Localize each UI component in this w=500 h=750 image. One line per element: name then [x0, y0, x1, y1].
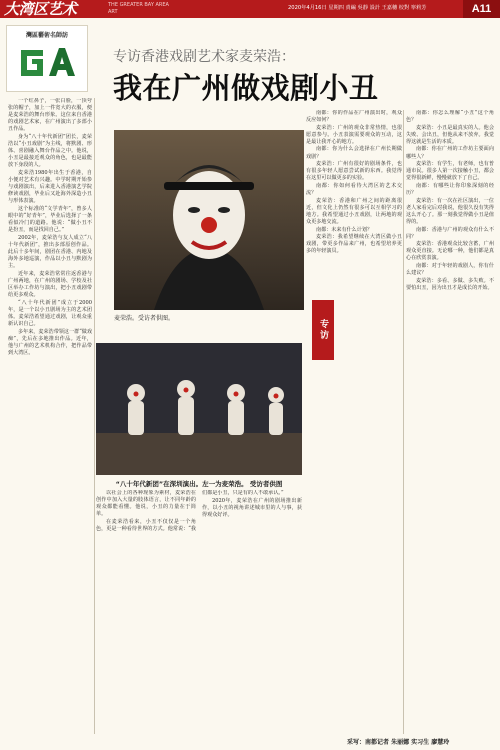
paragraph: 麦荣浩1980年出生于香港，自小便对艺术有兴趣。中学时期开始参与戏剧演出，后来进入香港演艺学院修读戏剧，毕业后又赴海外深造小丑与形体表演。	[8, 169, 92, 205]
performance-photo	[96, 343, 302, 475]
paragraph: 近年来，麦荣浩常常往返香港与广州两地，在广州的剧场、学校及社区举办工作坊与演出，把小丑戏剧带给更多观众。	[8, 270, 92, 299]
paragraph: 麦荣浩：我希望继续在大湾区做小丑戏剧，带更多作品来广州，也希望培养更多的年轻演员。	[306, 234, 402, 255]
paragraph: 麦荣浩：有一次在社区演出，一位老人家看完后对我说，他很久没有笑得这么开心了。那一刻我觉得做小丑是值得的。	[406, 197, 494, 225]
paragraph: 南都：你如何看待大湾区的艺术交流？	[306, 182, 402, 197]
photo-caption: 麦荣浩。受访者供图。	[114, 315, 175, 322]
paragraph: 2002年，麦荣浩与友人成立“八十年代新团”，推出多部原创作品。此后十多年间，剧团在香港、内地及海外多地巡演，作品以小丑与默剧为主。	[8, 234, 92, 270]
paragraph: 麦荣浩：有学生，有老师，也有普通市民。很多人第一次接触小丑，都会觉得很新鲜，慢慢就放下了自己。	[406, 161, 494, 182]
ga-logo-icon	[15, 42, 79, 82]
paragraph: 这个标准的“文学青年”，曾多人眼中的“好青年”，毕业后选择了一条看似冷门的道路。他说：“做小丑不是扮丑，而是找回自己。”	[8, 205, 92, 234]
paragraph: 2020年，麦荣浩在广州的剧场推出新作，以小丑的视角讲述城市里的人与事，获得观众好评。	[202, 497, 302, 518]
article-headline: 我在广州做戏剧小丑	[113, 71, 379, 105]
header-info: 2020年4月16日 星期四 責編 吳靜 設計 王嘉穗 校對 寧莉芳	[288, 5, 427, 11]
stage-performance-image	[96, 343, 302, 475]
paragraph: 南都：你的作品在广州演出时，观众反应如何？	[306, 110, 402, 124]
masthead: 大湾区艺术	[4, 0, 77, 18]
paragraph: 以社会上的各种现象为素材，麦荣浩在创作中加入大量的肢体语言，让不同年龄的观众都能看懂。他说，小丑的力量在于简单。	[96, 490, 196, 518]
column-divider	[403, 110, 404, 734]
paragraph: 南都：你在广州的工作坊主要面向哪些人？	[406, 146, 494, 160]
column-logo	[6, 25, 88, 92]
paragraph: 麦荣浩：广州的观众非常热情，也很愿意参与。小丑表演需要观众的互动，这是最让我开心的地方。	[306, 124, 402, 145]
logo-caption: 灣區藝術名師訪	[25, 32, 68, 39]
paragraph: 南都：有哪些让你印象深刻的经历？	[406, 182, 494, 197]
paragraph: 在麦荣浩看来，小丑不仅仅是一个角色，更是一种看待世界的方式。他常说：“我们都是小丑，只是有的人不敢承认。”	[96, 490, 284, 532]
paragraph: 南都：你怎么理解“小丑”这个角色？	[406, 110, 494, 124]
text-column-4	[406, 110, 494, 734]
paragraph: 麦荣浩：广州有很好的剧场条件，也有很多年轻人愿意尝试新的东西。我觉得在这里可以做更多的实验。	[306, 161, 402, 182]
column-divider	[94, 98, 95, 734]
paragraph: 麦荣浩：香港观众比较含蓄，广州观众更直接。无论哪一种，他们都是真心在欣赏表演。	[406, 241, 494, 262]
paragraph: 身为“八十年代新团”团长，麦荣浩以“小丑戏剧”为主线，将默剧、形体、喜剧融入舞台作品之中。他说，小丑是最接近观众的角色，也是最能放下身段的人。	[8, 133, 92, 169]
text-column-3	[306, 110, 402, 734]
paragraph: 麦荣浩：小丑是最真实的人。他会失败、会出丑，但他从来不放弃。我觉得这就是生活的本质。	[406, 124, 494, 145]
paragraph: 一个红鼻子，一张白脸，一顶夸张的帽子，加上一件宽大的衣服，便是麦荣浩的舞台形象。这位来自香港的戏剧艺术家，在广州演出了多部小丑作品。	[8, 98, 92, 133]
paragraph: 南都：未来有什么计划？	[316, 226, 373, 233]
paragraph: “八十年代新团”成立于2000年，是一个以小丑剧场为主的艺术团体。麦荣浩希望通过戏剧，让观众重新认识自己。	[8, 299, 92, 327]
paragraph: 南都：对于年轻的戏剧人，你有什么建议？	[406, 262, 494, 277]
byline: 采写：南都记者 朱丽娜 实习生 廖慧玲	[347, 739, 450, 746]
section-tag: 专访	[312, 300, 334, 360]
text-column-1	[8, 98, 92, 734]
text-column-2	[96, 490, 302, 734]
portrait-photo	[114, 130, 304, 310]
paragraph: 麦荣浩：多看、多做、多失败。不要怕出丑，因为出丑才是成长的开始。	[406, 277, 494, 291]
paragraph: 多年来，麦荣浩带领这一群“做戏痴”，先后在多地推出作品。近年，他与广州的艺术机构合作，把作品带到大湾区。	[8, 328, 92, 356]
paragraph: 麦荣浩：香港和广州之间的距离很近，但文化上仍然有很多可以互相学习的地方。我希望通过小丑戏剧，让两地的观众更多地交流。	[306, 197, 402, 225]
page-code: A11	[463, 0, 500, 18]
clown-portrait-image	[114, 130, 304, 310]
performance-caption: “八十年代新团”在深圳演出。左一为麦荣浩。 受访者供图	[115, 480, 283, 488]
masthead-subtitle: THE GREATER BAY AREA ART	[108, 2, 169, 15]
article-kicker: 专访香港戏剧艺术家麦荣浩：	[113, 49, 295, 65]
paragraph: 南都：你为什么会选择在广州长期做戏剧？	[306, 146, 402, 160]
paragraph: 南都：香港与广州的观众有什么不同？	[406, 226, 494, 240]
text-column-mid-top	[200, 318, 304, 342]
